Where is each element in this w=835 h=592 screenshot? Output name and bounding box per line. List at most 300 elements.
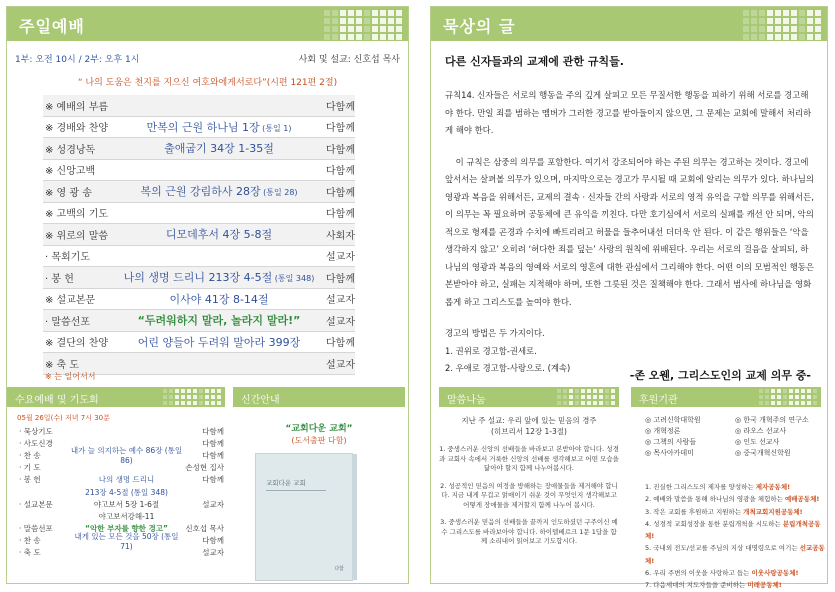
pattern-square [372, 10, 378, 16]
supported-org: ◎ 인도 선교사 [735, 438, 780, 446]
goal-highlight: 선교공동체! [645, 544, 825, 565]
wednesday-row [19, 474, 224, 486]
goal-highlight: 제자공동체! [755, 483, 791, 491]
pattern-square [187, 407, 191, 411]
page-title: 묵상의 글 [443, 17, 516, 36]
pattern-square [783, 407, 787, 411]
service-info [15, 52, 400, 65]
discussion-point: 2. 성공적인 믿음의 여정을 방해하는 장애물들을 제거해야 합니다. 지금 내게 무겁고 얽매이기 쉬운 것이 무엇인지 생각해보고 어떻게 장애물을 제거할지 함께 나누어 봅시다. [440, 481, 618, 509]
pattern-square [356, 26, 362, 32]
goal-highlight: 예배공동체! [784, 495, 820, 504]
pattern-square [815, 18, 821, 24]
pattern-square [783, 10, 789, 16]
wednesday-order [19, 425, 224, 559]
pattern-square [599, 395, 603, 399]
order-person: 설교자 [326, 295, 355, 307]
order-note: (통일 28) [260, 188, 298, 198]
order-row [43, 160, 355, 182]
pattern-square [356, 18, 362, 24]
pattern-square [759, 389, 763, 393]
book-cover-title: 교회다운 교회 [266, 479, 306, 487]
order-item: · 말씀선포 [45, 316, 90, 328]
wednesday-content: 나의 생명 드리니 [98, 475, 155, 485]
supported-org: ◎ 개혁정론 [645, 427, 681, 435]
pattern-square [181, 407, 185, 411]
pattern-square [611, 389, 615, 393]
pattern-square [169, 389, 173, 393]
pattern-square [181, 395, 185, 399]
pattern-square [767, 18, 773, 24]
pattern-square [767, 34, 773, 40]
wednesday-person: 신호섭 목사 [185, 524, 224, 534]
supported-orgs-header [631, 387, 821, 407]
pattern-square [332, 10, 338, 16]
bulletin-left-page [6, 6, 409, 584]
pattern-square [801, 401, 805, 405]
pattern-square [743, 26, 749, 32]
word-sharing [439, 415, 619, 555]
wednesday-person: 다함께 [202, 450, 224, 460]
pattern-square [807, 407, 811, 411]
supported-orgs-list [645, 415, 825, 459]
pattern-square [593, 389, 597, 393]
pattern-square [332, 26, 338, 32]
goal-text: 3. 작은 교회를 후원하고 지원하는 [645, 507, 744, 516]
order-row [43, 95, 355, 117]
pattern-square [759, 18, 765, 24]
pattern-square [791, 26, 797, 32]
pattern-square [587, 395, 591, 399]
pattern-square [813, 389, 817, 393]
pattern-square [372, 34, 378, 40]
wednesday-item: · 사도신경 [19, 438, 53, 448]
pattern-square [388, 18, 394, 24]
pattern-square [775, 18, 781, 24]
pattern-square [771, 401, 775, 405]
pattern-square [743, 10, 749, 16]
stand-note: ※ 는 일어서서 [45, 372, 96, 381]
pattern-square [163, 407, 167, 411]
pattern-square [759, 26, 765, 32]
wednesday-content: 야고보서강해-11 [98, 511, 155, 521]
pattern-square [356, 10, 362, 16]
pattern-square [815, 10, 821, 16]
order-item: ※ 영 광 송 [45, 187, 92, 199]
order-note: (통일 348) [272, 274, 315, 284]
header-pattern [759, 389, 817, 411]
pattern-square [751, 26, 757, 32]
pattern-square [605, 407, 609, 411]
order-person: 다함께 [326, 187, 355, 199]
pattern-square [175, 389, 179, 393]
pattern-square [380, 26, 386, 32]
order-of-worship [43, 95, 355, 375]
pattern-square [380, 18, 386, 24]
goal-text: 5. 국내외 전도/선교를 주님의 지상 대명령으로 여기는 [645, 544, 800, 553]
pattern-square [759, 401, 763, 405]
pattern-square [211, 407, 215, 411]
wednesday-person: 손성현 집사 [185, 463, 224, 473]
pattern-square [169, 401, 173, 405]
pattern-square [807, 10, 813, 16]
pattern-square [211, 395, 215, 399]
pattern-square [599, 401, 603, 405]
pattern-square [199, 395, 203, 399]
pattern-square [815, 26, 821, 32]
pattern-square [396, 34, 402, 40]
order-row [43, 310, 355, 332]
pattern-square [611, 395, 615, 399]
order-person: 다함께 [326, 166, 355, 178]
pattern-square [777, 407, 781, 411]
pattern-square [789, 407, 793, 411]
supported-org: ◎ 중국개혁신학원 [735, 449, 791, 457]
supported-org: ◎ 한국 개혁주의 연구소 [735, 416, 809, 424]
pattern-square [751, 10, 757, 16]
meditation-paragraph: 규칙14. 신자들은 서로의 행동을 주의 깊게 살피고 모든 무질서한 행동을 피하기 위해 서로를 경고해야 한다. 만일 죄를 범하는 멤버가 그러한 경고를 받아들이지 않으면, 그 문제는 교회에 말해서 처리하게 해야 한다. [445, 90, 812, 135]
order-item: · 봉 헌 [45, 273, 74, 285]
pattern-square [324, 10, 330, 16]
pattern-square [795, 389, 799, 393]
pattern-square [217, 389, 221, 393]
wednesday-row [19, 531, 224, 551]
church-goal [645, 493, 825, 505]
discussion-point: 3. 중생스러운 믿음의 선배들을 끝까지 인도하셨던 구주이신 예수 그리스도를 바라보아야 합니다. 하이델베르크 1문 1답을 함께 소리내어 읽어보고 기도합시다. [440, 518, 618, 545]
wednesday-content: 야고보서 5장 1-6절 [93, 499, 160, 509]
pattern-square [557, 389, 561, 393]
meditation-line: 2. 우애로 경고함-사랑으로. (계속) [445, 363, 571, 373]
goal-text: 2. 예배와 말씀을 통해 하나님의 영광을 체험하는 [645, 495, 785, 504]
pattern-square [205, 401, 209, 405]
order-item: · 목회기도 [45, 252, 90, 264]
pattern-square [332, 34, 338, 40]
meditation-header [431, 7, 827, 41]
pattern-square [593, 407, 597, 411]
pattern-square [175, 395, 179, 399]
pattern-square [593, 395, 597, 399]
pattern-square [807, 395, 811, 399]
wednesday-item: · 설교본문 [19, 499, 53, 509]
pattern-square [767, 26, 773, 32]
supported-org: ◎ 고려신학대학원 [645, 416, 701, 424]
pattern-square [169, 407, 173, 411]
discussion-point: 1. 중생스러운 신앙의 선배들을 바라보고 본받아야 합니다. 성경과 교회사 속에서 거룩한 신앙의 선배를 생각해보고 어떤 모습을 닮아야 할지 함께 나누어봅시다. [439, 445, 619, 472]
meditation-heading: 다른 신자들과의 교제에 관한 규칙들. [445, 55, 624, 68]
pattern-square [795, 395, 799, 399]
pattern-square [789, 401, 793, 405]
pattern-square [783, 401, 787, 405]
header-pattern [743, 10, 821, 40]
meditation-paragraph: 이 규칙은 삼중의 의무를 포함한다. 여기서 강조되어야 하는 주된 의무는 경고하는 것이다. 경고에 앞서서는 살펴볼 의무가 있으며, 마지막으로는 경고가 무시될 때 교회에 알리는 의무가 있다. 하나님의 영광과 복음을 위해서든, 교제의 결속 · 신자들 간의 사랑과 서로의 영적 유익을 구할 의무를 위해서든, 이 의무는 꼭 필요하며 공동체에 큰 유익을 끼친다. 다만 호기심에서 서로의 실패를 캐선 안 되며, 악의적으로 형제를 곤경과 수치에 빠트리려고 허물을 들추어내선 더더욱 안 된다. 이 같은 행위들은 ‘악을 생각하지 않고’ 오히려 ‘허다한 죄를 덮는’ 사랑의 원칙에 위배된다. 우리는 서로의 걸음을 살피되, 하나님의 영광과 복음의 영예와 서로의 영혼에 대한 관심에서 그리해야 한다. 어떤 이의 모범적인 행동은 본받아야 하고, 실패는 지적해야 하며, 또한 그릇된 것은 질책해야 한다. 그래서 범사에 하나님을 영화롭게 하고 그리스도를 높여야 한다. [445, 156, 814, 307]
wednesday-content: 213장 4-5절 (통일 348) [85, 487, 168, 497]
pattern-square [801, 395, 805, 399]
pattern-square [575, 395, 579, 399]
pattern-square [807, 18, 813, 24]
pattern-square [199, 389, 203, 393]
pattern-square [799, 26, 805, 32]
pattern-square [765, 389, 769, 393]
pattern-square [199, 407, 203, 411]
pattern-square [569, 395, 573, 399]
order-person: 다함께 [326, 273, 355, 285]
church-goal [645, 542, 825, 567]
header-pattern [557, 389, 615, 411]
pattern-square [759, 34, 765, 40]
pattern-square [340, 34, 346, 40]
pattern-square [743, 18, 749, 24]
order-content: 복의 근원 강림하사 28장 (통일 28) [140, 185, 298, 199]
order-row [43, 203, 355, 225]
pattern-square [563, 395, 567, 399]
pattern-square [611, 401, 615, 405]
wednesday-item: · 봉 헌 [19, 475, 41, 485]
pattern-square [380, 10, 386, 16]
page-title: 주일예배 [19, 17, 85, 36]
goal-highlight: 개척교회지원공동체! [743, 507, 803, 516]
meditation-signature: -존 오웬, 그리스도인의 교제 의무 중- [629, 369, 811, 382]
pattern-square [181, 401, 185, 405]
pattern-square [587, 389, 591, 393]
church-goal [645, 567, 825, 579]
pattern-square [396, 26, 402, 32]
pattern-square [813, 407, 817, 411]
order-person: 다함께 [326, 144, 355, 156]
pattern-square [348, 10, 354, 16]
order-content: 만복의 근원 하나님 1장 (통일 1) [146, 120, 292, 134]
order-person: 다함께 [326, 209, 355, 221]
pattern-square [751, 18, 757, 24]
word-sharing-title: 말씀나눔 [447, 395, 486, 406]
order-person: 다함께 [326, 123, 355, 135]
pattern-square [193, 401, 197, 405]
pattern-square [340, 26, 346, 32]
pattern-square [799, 34, 805, 40]
pattern-square [759, 395, 763, 399]
pattern-square [743, 34, 749, 40]
pattern-square [169, 395, 173, 399]
pattern-square [593, 401, 597, 405]
pattern-square [348, 26, 354, 32]
meditation-line: 경고의 방법은 두 가지이다. [445, 328, 545, 338]
pattern-square [807, 401, 811, 405]
scripture-quote: “ 나의 도움은 천지를 지으신 여호와에게서로다”(시편 121편 2절) [77, 78, 338, 88]
pattern-square [396, 10, 402, 16]
pattern-square [765, 401, 769, 405]
order-item: ※ 경배와 찬양 [45, 123, 109, 135]
goal-highlight: 미래공동체! [747, 581, 782, 590]
pattern-square [163, 401, 167, 405]
pattern-square [348, 18, 354, 24]
pattern-square [163, 389, 167, 393]
pattern-square [575, 389, 579, 393]
goal-text: 6. 우리 주변의 이웃을 사랑하고 돕는 [645, 569, 752, 578]
wednesday-person: 다함께 [202, 438, 224, 448]
pattern-square [372, 18, 378, 24]
pattern-square [777, 401, 781, 405]
supported-org: ◎ 라오스 선교사 [735, 427, 787, 435]
pattern-square [193, 395, 197, 399]
pattern-square [217, 407, 221, 411]
pattern-square [759, 407, 763, 411]
order-row [43, 138, 355, 160]
wednesday-item: · 말씀선포 [19, 524, 53, 534]
church-goal [645, 481, 825, 493]
book-cover-rule [266, 490, 326, 491]
new-book-header [233, 387, 405, 407]
last-sermon-title: 지난 주 설교: 우리 앞에 있는 믿음의 경주 [461, 416, 597, 425]
wednesday-person: 다함께 [202, 475, 224, 485]
wednesday-item: · 기 도 [19, 463, 41, 473]
pattern-square [205, 395, 209, 399]
pattern-square [324, 34, 330, 40]
pattern-square [557, 407, 561, 411]
order-person: 사회자 [326, 230, 355, 242]
service-times: 1부: 오전 10시 / 2부: 오후 1시 [15, 55, 140, 65]
pattern-square [587, 407, 591, 411]
goal-text: 1. 진실한 그리스도의 제자를 양성하는 [645, 483, 756, 491]
church-goal [645, 506, 825, 518]
wednesday-item: · 축 도 [19, 548, 41, 558]
pattern-square [799, 18, 805, 24]
pattern-square [783, 18, 789, 24]
wednesday-person: 다함께 [202, 536, 224, 546]
order-note: (통일 1) [259, 123, 292, 133]
wednesday-person: 설교자 [202, 548, 224, 558]
supported-org: ◎ 그책의 사람들 [645, 438, 697, 446]
order-person: 다함께 [326, 101, 355, 113]
pattern-square [581, 389, 585, 393]
pattern-square [380, 34, 386, 40]
pattern-square [217, 401, 221, 405]
wednesday-date: 05월 26일(수) 저녁 7시 30분 [17, 414, 110, 422]
pattern-square [791, 10, 797, 16]
supported-orgs-title: 후원기관 [639, 395, 678, 406]
pattern-square [801, 389, 805, 393]
wednesday-header [7, 387, 225, 407]
pattern-square [364, 10, 370, 16]
pattern-square [777, 395, 781, 399]
pattern-square [563, 407, 567, 411]
pattern-square [324, 18, 330, 24]
pattern-square [211, 401, 215, 405]
order-person: 설교자 [326, 316, 355, 328]
order-row [43, 267, 355, 289]
order-row [43, 332, 355, 354]
pattern-square [324, 26, 330, 32]
pattern-square [807, 26, 813, 32]
new-book-title-label: 신간안내 [241, 395, 280, 406]
goal-text: 4. 성경적 교회성장을 통한 분립개척을 시도하는 [645, 519, 783, 528]
pattern-square [765, 407, 769, 411]
pattern-square [557, 401, 561, 405]
order-item: ※ 신앙고백 [45, 166, 96, 178]
wednesday-row [19, 498, 224, 510]
pattern-square [563, 389, 567, 393]
order-content: “두려워하지 말라, 놀라지 말라!” [137, 314, 301, 328]
order-item: ※ 결단의 찬양 [45, 338, 109, 350]
pattern-square [587, 401, 591, 405]
meditation-line: 1. 권위로 경고함-권세로. [445, 345, 537, 356]
pattern-square [795, 407, 799, 411]
order-item: ※ 축 도 [45, 359, 80, 371]
pattern-square [581, 395, 585, 399]
pattern-square [799, 10, 805, 16]
book-title: “교회다운 교회” [285, 424, 353, 434]
pattern-square [193, 389, 197, 393]
pattern-square [611, 407, 615, 411]
pattern-square [163, 395, 167, 399]
order-person: 다함께 [326, 338, 355, 350]
pattern-square [193, 407, 197, 411]
pattern-square [759, 10, 765, 16]
pattern-square [575, 407, 579, 411]
pattern-square [751, 34, 757, 40]
header-pattern [324, 10, 402, 40]
pattern-square [777, 389, 781, 393]
pattern-square [771, 395, 775, 399]
wednesday-item: · 묵상기도 [19, 426, 53, 436]
book-cover-image [255, 453, 353, 581]
bulletin-right-page [430, 6, 828, 590]
pattern-square [340, 18, 346, 24]
pattern-square [175, 401, 179, 405]
church-goal [645, 579, 825, 591]
book-spine [352, 454, 357, 580]
pattern-square [599, 407, 603, 411]
wednesday-item: · 찬 송 [19, 450, 41, 460]
order-item: ※ 위로의 말씀 [45, 230, 109, 242]
pattern-square [599, 389, 603, 393]
worship-header [7, 7, 408, 41]
pattern-square [815, 34, 821, 40]
church-goal [645, 518, 825, 543]
wednesday-person: 다함께 [202, 426, 224, 436]
order-person: 설교자 [326, 359, 355, 371]
pattern-square [813, 395, 817, 399]
wednesday-row [19, 425, 224, 437]
pattern-square [388, 26, 394, 32]
wednesday-row [19, 486, 224, 498]
pattern-square [211, 389, 215, 393]
pattern-square [789, 389, 793, 393]
order-content: 이사야 41장 8-14절 [169, 292, 269, 306]
goal-text: 7. 다음세대의 지도자들을 준비하는 [645, 581, 748, 590]
pattern-square [356, 34, 362, 40]
pattern-square [181, 389, 185, 393]
pattern-square [364, 34, 370, 40]
church-goals [645, 481, 825, 592]
pattern-square [783, 34, 789, 40]
pattern-square [605, 395, 609, 399]
pattern-square [765, 395, 769, 399]
order-content: 어린 양들아 두려워 말아라 399장 [137, 335, 301, 349]
pattern-square [569, 407, 573, 411]
pattern-square [187, 401, 191, 405]
last-sermon-ref: (히브리서 12장 1-3절) [491, 427, 567, 436]
service-leader: 사회 및 설교: 신호섭 목사 [298, 55, 400, 65]
order-person: 설교자 [326, 252, 355, 264]
pattern-square [205, 389, 209, 393]
pattern-square [575, 401, 579, 405]
pattern-square [348, 34, 354, 40]
supported-org: ◎ 목사아카데미 [645, 449, 694, 457]
pattern-square [775, 34, 781, 40]
meditation-body [445, 87, 815, 378]
wednesday-person: 설교자 [202, 499, 224, 509]
pattern-square [581, 401, 585, 405]
pattern-square [771, 407, 775, 411]
pattern-square [813, 401, 817, 405]
